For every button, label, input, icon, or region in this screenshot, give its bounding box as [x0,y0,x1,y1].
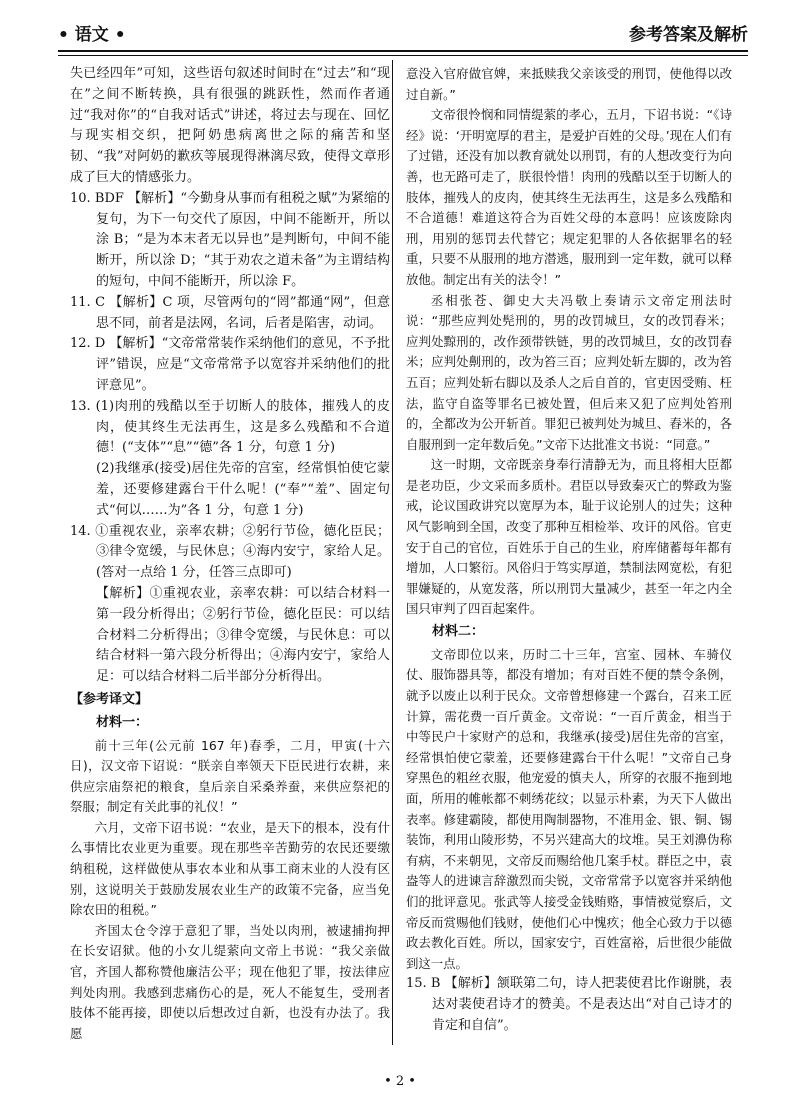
left-column [70,64,390,1044]
page-number: • 2 • [384,1074,416,1089]
column-divider [392,60,393,1045]
answer-13-part-2: (2)我继承(接受)居住先帝的宫室，经常惧怕使它蒙羞，还要修建露台干什么呢！(“奉”“羞”、固定句式“何以……为”各 1 分，句意 1 分) [96,461,390,518]
right-column [406,64,732,1037]
answer-11: 11. C 【解析】C 项，尽管两句的“罔”都通“网”，但意思不同，前者是法网，名词，后者是陷害，动词。 [70,294,390,331]
answer-12: 12. D 【解析】“文帝常常装作采纳他们的意见，不予批评”错误，应是“文帝常常予以宽容并采纳他们的批评意见”。 [70,336,390,393]
answer-10: 10. BDF 【解析】“今勤身从事而有租税之赋”为紧缩的复句，为下一句交代了原因，中间不能断开，所以涂 B；“是为本末者无以异也”是判断句，中间不能断开，所以涂 D；“其于劝农之道未备”为主谓结构的短句，中间不能断开，所以涂 F。 [70,190,390,289]
material-1-paragraph-6: 这一时期，文帝既亲身奉行清静无为，而且将相大臣都是老功臣，少文采而多质朴。君臣以导致秦灭亡的弊政为鉴戒，论议国政讲究以宽厚为本，耻于议论别人的过失；这种风气影响到全国，改变了那种互相检举、攻讦的风俗。官吏安于自己的官位，百姓乐于自己的生业，府库储蓄每年都有增加，人口繁衍。风俗归于笃实厚道，禁制法网宽松，有犯罪嫌疑的，从宽发落，所以刑罚大量减少，甚至一年之内全国只审判了四百起案件。 [406,457,732,617]
answer-14: 14. ①重视农业，亲率农耕；②躬行节俭，德化臣民；③律令宽缓，与民休息；④海内安宁，家给人足。(答对一点给 1 分，任答三点即可) [70,523,390,581]
material-2-paragraph-1: 文帝即位以来，历时二十三年，宫室、园林、车骑仪仗、服饰器具等，都没有增加；有对百姓不便的禁令条例，就予以废止以利于民众。文帝曾想修建一个露台，召来工匠计算，需花费一百斤黄金。文帝说：“一百斤黄金，相当于中等民户十家财产的总和，我继承(接受)居住先帝的宫室，经常惧怕使它蒙羞，还要修建露台干什么呢！”文帝自己身穿黑色的粗丝衣服，他宠爱的慎夫人，所穿的衣服不拖到地面，所用的帷帐都不刺绣花纹；以显示朴素，为天下人做出表率。修建霸陵，都使用陶制器物，不准用金、银、铜、锡装饰，利用山陵形势，不另兴建高大的坟堆。吴王刘濞伪称有病，不来朝见，文帝反而赐给他几案手杖。群臣之中，袁盎等人的进谏言辞激烈而尖锐，文帝常常予以宽容并采纳他们的批评意见。张武等人接受金钱贿赂，事情被觉察后，文帝反而赏赐他们钱财，使他们心中愧疚；他全心致力于以德政去教化百姓。所以，国家安宁，百姓富裕，后世很少能做到这一点。 [406,646,732,971]
answer-15: 15. B 【解析】颔联第二句，诗人把裴使君比作谢朓，表达对裴使君诗才的赞美。不是表达出“对自己诗才的肯定和自信”。 [406,976,732,1033]
answer-9-continued: 失已经四年”可知，这些语句叙述时间时在“过去”和“现在”之间不断转换，具有很强的跳跃性，然而作者通过“我对你”的“自我对话式”讲述，将过去与现在、回忆与现实相交织，把阿奶患病离世之际的痛苦和坚韧、“我”对阿奶的歉疚等展现得淋漓尽致，使得文章形成了巨大的情感张力。 [70,66,390,185]
page-header [58,12,748,52]
material-1-paragraph-4: 文帝很怜悯和同情缇萦的孝心，五月，下诏书说：“《诗经》说：‘开明宽厚的君主，是爱护百姓的父母。’现在人们有了过错，还没有加以教育就处以刑罚，有的人想改变行为向善，也无路可走了，朕很怜惜！肉刑的残酷以至于切断人的肢体，摧残人的皮肉，使其终生无法再生，这是多么残酷和不合道德！难道这符合为百姓父母的本意吗！应该废除肉刑，用别的惩罚去代替它；规定犯罪的人各依据罪名的轻重，只要不从服刑的地方潜逃，服刑到一定年数，就可以释放他。制定出有关的法令！” [406,107,732,287]
material-1-paragraph-2: 六月，文帝下诏书说：“农业，是天下的根本，没有什么事情比农业更为重要。现在那些辛苦勤劳的农民还要缴纳租税，这样做使从事农本业和从事工商末业的人没有区别，这说明关于鼓励发展农业生产的政策不完备，应当免除农田的租税。” [70,819,390,918]
material-2-heading: 材料二： [432,624,485,640]
answer-14-explanation: 【解析】①重视农业，亲率农耕：可以结合材料一第一段分析得出；②躬行节俭，德化臣民：可以结合材料二分析得出；③律令宽缓，与民休息：可以结合材料一第六段分析得出；④海内安宁，家给人足：可以结合材料二后半部分分析得出。 [96,585,390,685]
material-1-heading: 材料一： [96,714,149,730]
answer-13-part-1: 13. (1)肉刑的残酷以至于切断人的肢体，摧残人的皮肉，使其终生无法再生，这是多么残酷和不合道德！(“支体”“息”“德”各 1 分，句意 1 分) [70,398,390,456]
reference-translation-heading: 【参考译文】 [70,691,149,707]
material-1-paragraph-5: 丞相张苍、御史大夫冯敬上奏请示文帝定刑法时说：“那些应判处髡刑的，男的改罚城旦，女的改罚舂米；应判处黥刑的，改作颈带铁链，男的改罚城旦，女的改罚舂米；应判处劓刑的，改为笞三百；应判处斩左脚的，改为笞五百；应判处斩右脚以及杀人之后自首的，官吏因受贿、枉法，监守自盗等罪名已被处置，但后来又犯了应判处笞刑的，全都改为公开斩首。罪犯已被判处为城旦、舂米的，各自服刑到一定年数后免。”文帝下达批准文书说：“同意。” [406,292,732,452]
material-1-paragraph-3: 齐国太仓令淳于意犯了罪，当处以肉刑，被逮捕拘押在长安诏狱。他的小女儿缇萦向文帝上书说：“我父亲做官，齐国人都称赞他廉洁公平；现在他犯了罪，按法律应判处肉刑。我感到悲痛伤心的是，死人不能复生，受刑者肢体不能再接，即使以后想改过自新，也没有办法了。我愿 [70,922,390,1041]
header-title: 参考答案及解析 [629,25,748,45]
material-1-paragraph-3-continued: 意没入官府做官婢，来抵赎我父亲该受的刑罚，使他得以改过自新。” [406,66,732,102]
material-1-paragraph-1: 前十三年(公元前 167 年)春季，二月，甲寅(十六日)，汉文帝下诏说：“朕亲自率领天下臣民进行农耕，来供应宗庙祭祀的粮食，皇后亲自采桑养蚕，来供应祭祀的祭服；制定有关此事的礼仪！” [70,737,390,815]
subject-label: • 语文 • [58,25,126,45]
